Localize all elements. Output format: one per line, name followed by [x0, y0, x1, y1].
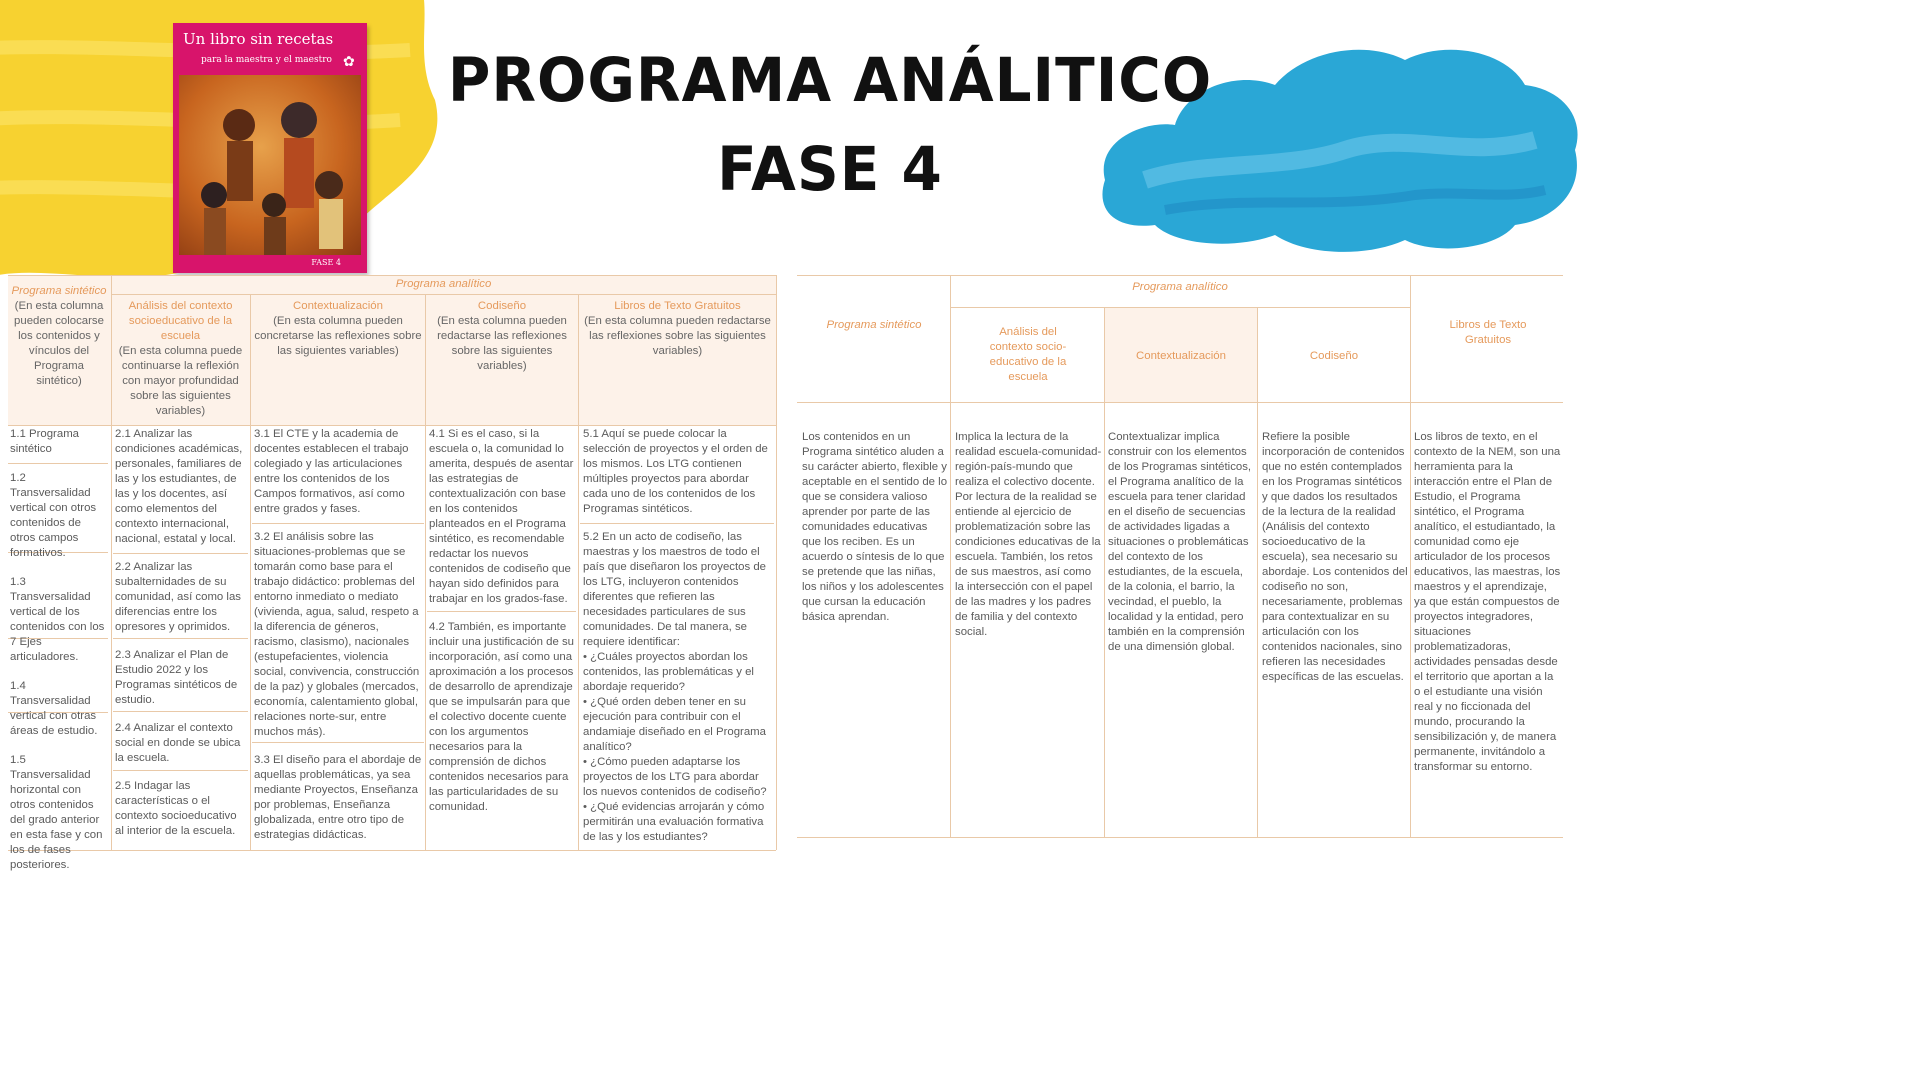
right-col1-body: Los contenidos en un Programa sintético aluden a su carácter abierto, flexible y aceptable en el sentido de lo que se considera valioso aprender por parte de las comunidades educativas que los reciben. Es un acuerdo o síntesis de lo que se pretende que las niñas, los niños y los adolescentes que cursan la educación básica aprendan.	[802, 431, 948, 623]
list-item: • ¿Qué orden deben tener en su ejecución para contribuir con el andamiaje diseñado en el Programa analítico?	[583, 696, 767, 753]
left-col2-header: Análisis del contexto socioeducativo de la escuela (En esta columna puede continuarse la reflexión con mayor profundidad sobre las siguientes variables)	[118, 300, 243, 417]
left-col5-header: Libros de Texto Gratuitos (En esta columna pueden redactarse las reflexiones sobre las siguientes variables)	[584, 300, 771, 357]
right-col2-header: Análisis del contexto socio-educativo de la escuela	[989, 326, 1067, 383]
left-col3-body	[254, 427, 423, 847]
left-col3-header: Contextualización (En esta columna pueden concretarse las reflexiones sobre las siguientes variables)	[254, 300, 422, 357]
left-col1-header: Programa sintético (En esta columna pueden colocarse los contenidos y vínculos del Programa sintético)	[11, 285, 107, 387]
right-col3-body: Contextualizar implica construir con los elementos de los Programas sintéticos, el Programa analítico de la escuela para tener claridad en el diseño de secuencias de actividades ligadas a situaciones o problemáticas del contexto de los estudiantes, de la escuela, de la colonia, el barrio, la vecindad, el pueblo, la localidad y la entidad, pero también en la comprensión de una dimensión global.	[1108, 431, 1252, 653]
list-item: 2.2 Analizar las subalternidades de su comunidad, así como las diferencias entre los opresores y oprimidos.	[115, 561, 241, 633]
left-col1-body	[10, 427, 109, 871]
right-col3-header: Contextualización	[1136, 350, 1226, 362]
list-item: 2.1 Analizar las condiciones académicas, personales, familiares de las y los estudiantes, de las y los docentes, así como elementos del contexto internacional, nacional, estatal y local.	[115, 428, 243, 545]
right-col1-header: Programa sintético	[826, 319, 922, 331]
list-item: 2.3 Analizar el Plan de Estudio 2022 y los Programas sintéticos de estudio.	[115, 649, 238, 706]
right-col4-body: Refiere la posible incorporación de contenidos que no estén contemplados en los Programas sintéticos y que dados los resultados de la lectura de la realidad (Análisis del contexto socioeducativo de la escuela), sea necesario su abordaje. Los contenidos del codiseño no son, necesariamente, problemas para contextualizar en su articulación con los contenidos nacionales, sino refieren las necesidades específicas de las escuelas.	[1262, 431, 1408, 683]
right-col5-header: Libros de Texto Gratuitos	[1449, 319, 1527, 346]
list-item: 1.5 Transversalidad horizontal con otros contenidos del grado anterior en esta fase y con los de fases posteriores.	[10, 754, 103, 871]
right-col4-header: Codiseño	[1309, 350, 1359, 362]
list-item: 3.3 El diseño para el abordaje de aquellas problemáticas, ya sea mediante Proyectos, Enseñanza por problemas, Enseñanza globalizada, entre otro tipo de estrategias didácticas.	[254, 754, 422, 841]
book-cover	[173, 23, 367, 273]
left-col4-header: Codiseño (En esta columna pueden redactarse las reflexiones sobre las siguientes variables)	[437, 300, 567, 372]
left-group-header: Programa analítico	[395, 278, 492, 290]
list-item: 1.2 Transversalidad vertical con otros contenidos de otros campos formativos.	[10, 472, 97, 559]
right-group-header: Programa analítico	[1132, 281, 1228, 293]
list-item: 4.2 También, es importante incluir una justificación de su incorporación, así como una aproximación a los procesos de desarrollo de aprendizaje que se impulsarán para que el colectivo docente cuente con los argumentos necesarios para la comprensión de dichos contenidos necesarios para las particularidades de su comunidad.	[429, 621, 574, 813]
list-item: 3.2 El análisis sobre las situaciones-problemas que se tomarán como base para el trabajo didáctico: problemas del entorno inmediato o mediato (vivienda, agua, salud, respeto a la diferencia de géneros, racismo, clasismo), nacionales (estupefacientes, violencia social, convivencia, construcción de la paz) y globales (mercados, economía, calentamiento global, relaciones norte-sur, entre muchos más).	[254, 531, 420, 738]
list-item: 1.1 Programa sintético	[10, 428, 80, 455]
page-title-line2: FASE 4	[717, 133, 943, 205]
list-item: 4.1 Si es el caso, si la escuela o, la comunidad lo amerita, después de asentar las estrategias de contextualización con base en los contenidos planteados en el Programa sintético, es recomendable redactar los nuevos contenidos de codiseño que hayan sido definidos para trabajar en los grados-fase.	[429, 428, 574, 605]
list-item: 1.3 Transversalidad vertical de los contenidos con los 7 Ejes articuladores.	[10, 576, 105, 663]
list-item: 3.1 El CTE y la academia de docentes establecen el trabajo colegiado y las articulaciones entre los contenidos de los Campos formativos, así como entre grados y fases.	[254, 428, 409, 515]
list-item: • ¿Cómo pueden adaptarse los proyectos de los LTG para abordar los nuevos contenidos de codiseño?	[583, 756, 767, 798]
flower-icon: ✿	[343, 53, 355, 69]
right-col2-body: Implica la lectura de la realidad escuela-comunidad-región-país-mundo que realiza el colectivo docente. Por lectura de la realidad se entiende al ejercicio de problematización sobre las condiciones educativas de la escuela. También, los retos de sus maestros, así como la intersección con el papel de las madres y los padres de familia y del contexto social.	[955, 431, 1102, 638]
right-col5-body: Los libros de texto, en el contexto de la NEM, son una herramienta para la interacción entre el Plan de Estudio, el Programa sintético, el Programa analítico, el estudiantado, la comunidad como eje articulador de los procesos educativos, las maestras, los maestros y el aprendizaje, ya que están compuestos de proyectos integradores, situaciones problematizadoras, actividades pensadas desde el territorio que aportan a la o el estudiante una visión real y no ficcionada del mundo, procurando la sensibilización y, de manera permanente, invitándolo a transformar su entorno.	[1414, 431, 1561, 773]
left-col4-body	[429, 427, 576, 847]
list-item: 2.5 Indagar las características o el contexto socioeducativo al interior de la escuela.	[115, 780, 237, 837]
page-title-line1: PROGRAMA ANÁLITICO	[447, 44, 1213, 116]
left-col5-body	[583, 427, 774, 847]
list-item: 5.2 En un acto de codiseño, las maestras y los maestros de todo el país que diseñaron los proyectos de los LTG, incluyeron contenidos diferentes que refieren las necesidades particulares de sus comunidades. De tal manera, se requiere identificar:	[583, 531, 767, 648]
book-cover-artwork	[179, 75, 361, 255]
list-item: 1.4 Transversalidad vertical con otras áreas de estudio.	[10, 680, 98, 737]
list-item: 5.1 Aquí se puede colocar la selección de proyectos y el orden de los mismos. Los LTG contienen múltiples proyectos para abordar cada uno de los contenidos de los Programas sintéticos.	[583, 428, 768, 515]
book-title: Un libro sin recetas	[183, 30, 334, 48]
book-phase: FASE 4	[311, 258, 341, 267]
list-item: • ¿Cuáles proyectos abordan los contenidos, las problemáticas y el abordaje requerido?	[583, 651, 754, 693]
left-col2-body	[115, 427, 248, 847]
book-subtitle: para la maestra y el maestro	[201, 55, 332, 65]
list-item: • ¿Qué evidencias arrojarán y cómo permitirán una evaluación formativa de las y los estudiantes?	[583, 801, 765, 843]
list-item: 2.4 Analizar el contexto social en donde se ubica la escuela.	[115, 722, 241, 764]
